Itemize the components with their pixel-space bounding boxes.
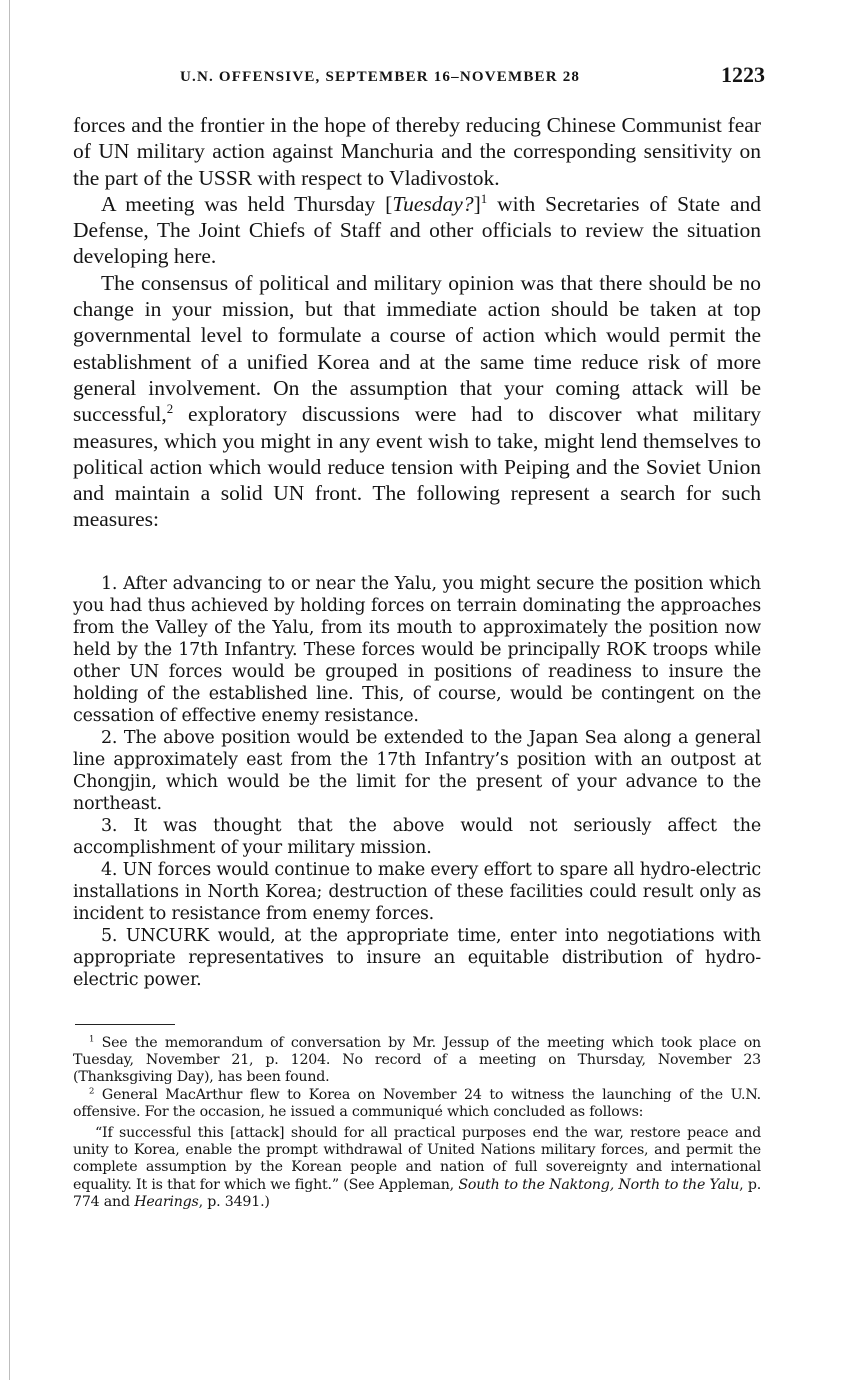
footnote-2-text: General MacArthur flew to Korea on November 24 to witness the launching of the U.N. offensive. For the occasion, he issued a communiqué which concluded as follows:: [73, 1086, 761, 1120]
telegram-body: [73, 112, 761, 533]
running-title: U.N. OFFENSIVE, SEPTEMBER 16–NOVEMBER 28: [180, 69, 581, 85]
footnote-1: [73, 1035, 761, 1087]
footnote-divider: [75, 1024, 175, 1025]
measure-item-4: 4. UN forces would continue to make every effort to spare all hydro-electric installations in North Korea; destruction of these facilities could result only as incident to resistance from enemy forces.: [73, 860, 761, 924]
paragraph-1: forces and the frontier in the hope of thereby reducing Chinese Communist fear of UN military action against Manchuria and the corresponding sensitivity on the part of the USSR with respect to Vladivostok.: [73, 113, 761, 190]
paragraph-2-end: with Secretaries of State and Defense, The Joint Chiefs of Staff and other officials to review the situation developing here.: [73, 191, 761, 269]
running-header: [180, 62, 765, 92]
paragraph-2: [73, 191, 761, 270]
footnote-2: [73, 1087, 761, 1121]
measure-item-5: 5. UNCURK would, at the appropriate time, enter into negotiations with appropriate representatives to insure an equitable distribution of hydro-electric power.: [73, 926, 761, 990]
paragraph-3-end: exploratory discussions were had to discover what military measures, which you might in any event wish to take, might lend themselves to political action which would reduce tension with Peiping and the Soviet Union and maintain a solid UN front. The following represent a search for such measures:: [73, 402, 761, 532]
footnote-1-text: See the memorandum of conversation by Mr. Jessup of the meeting which took place on Tuesday, November 21, p. 1204. No record of a meeting on Thursday, November 23 (Thanksgiving Day), has been found.: [73, 1035, 761, 1086]
communique-quote: [73, 1125, 761, 1211]
footnote-2-marker: 2: [89, 1085, 95, 1096]
page-edge-line: [9, 0, 10, 1380]
quote-book-title: South to the Naktong, North to the Yalu: [458, 1176, 740, 1193]
footnote-1-marker: 1: [89, 1034, 95, 1045]
paragraph-2-start: A meeting was held Thursday [: [101, 191, 393, 216]
quote-end: , p. 3491.): [198, 1193, 270, 1210]
paragraph-3: [73, 270, 761, 533]
measure-item-2: 2. The above position would be extended to the Japan Sea along a general line approximately east from the 17th Infantry’s position with an outpost at Chongjin, which would be the limit for the present of your advance to the northeast.: [73, 728, 761, 814]
paragraph-2-bracket: ]: [473, 191, 481, 216]
paragraph-2-italic: Tuesday?: [392, 191, 474, 216]
numbered-measures: [73, 573, 761, 991]
paragraph-3-start: The consensus of political and military opinion was that there should be no change in your mission, but that immediate action should be taken at top governmental level to formulate a course of action which would permit the establishment of a unified Korea and at the same time reduce risk of more general involvement. On the assumption that your coming attack will be successful,: [73, 270, 761, 427]
quote-mid: , p. 774 and: [73, 1176, 762, 1210]
quote-text: “If successful this [attack] should for all practical purposes end the war, restore peace and unity to Korea, enable the prompt withdrawal of United Nations military forces, and permit the complete assumption by the Korean people and nation of full sovereignty and international equality. It is that for which we fight.” (See Appleman,: [73, 1125, 761, 1193]
footnote-ref-2: 2: [166, 402, 174, 417]
footnote-ref-1: 1: [480, 191, 488, 206]
quote-hearings: Hearings: [134, 1193, 199, 1210]
measure-item-1: 1. After advancing to or near the Yalu, you might secure the position which you had thus achieved by holding forces on terrain dominating the approaches from the Valley of the Yalu, from its mouth to approximately the position now held by the 17th Infantry. These forces would be principally ROK troops while other UN forces would be grouped in positions of readiness to insure the holding of the established line. This, of course, would be contingent on the cessation of effective enemy resistance.: [73, 574, 761, 726]
measure-item-3: 3. It was thought that the above would not seriously affect the accomplishment of your military mission.: [73, 816, 761, 858]
footnotes: [73, 1035, 761, 1211]
page-number: 1223: [721, 62, 765, 87]
